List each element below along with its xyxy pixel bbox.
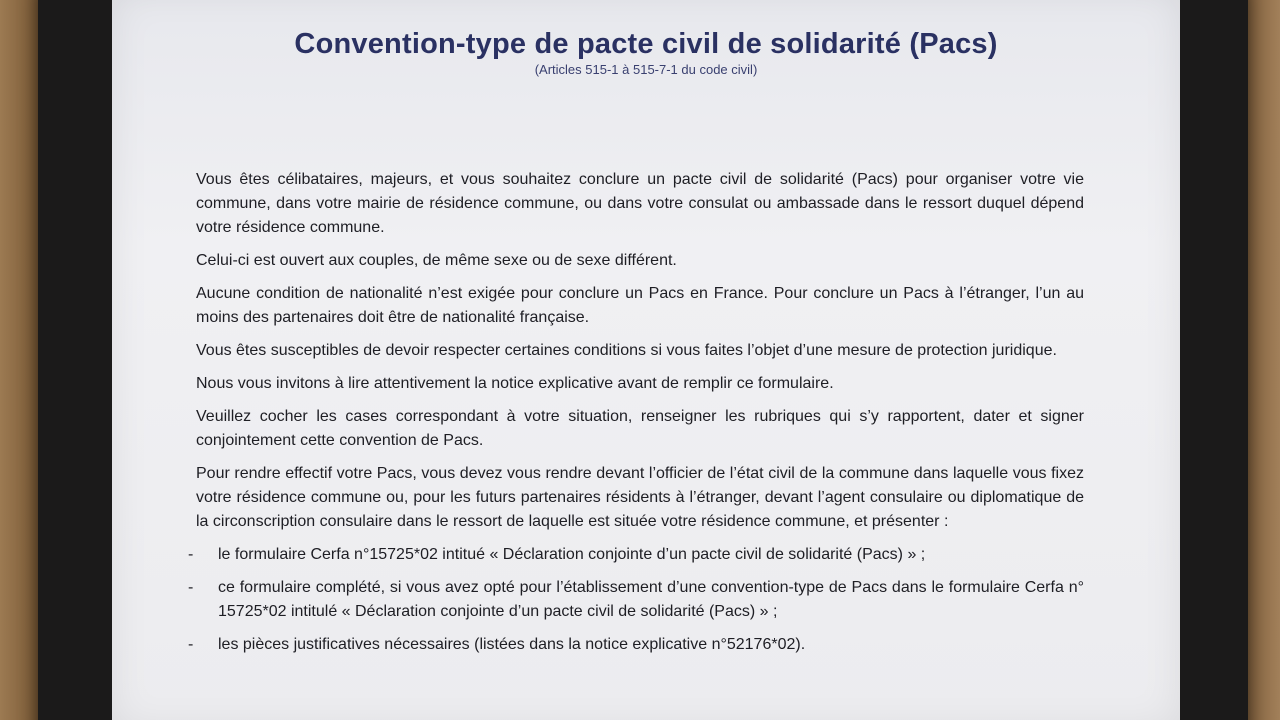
list-item — [190, 576, 1084, 624]
list-item — [190, 543, 1084, 567]
bullet-dash: - — [188, 636, 194, 653]
document-page — [112, 0, 1180, 720]
bullet-dash: - — [188, 546, 194, 563]
paragraph: Aucune condition de nationalité n’est exigée pour conclure un Pacs en France. Pour conclure un Pacs à l’étranger, l’un au moins des partenaires doit être de nationalité française. — [196, 285, 1084, 326]
list-item-text: ce formulaire complété, si vous avez opté pour l’établissement d’une convention-type de Pacs dans le formulaire Cerfa n° 15725*02 intitulé « Déclaration conjointe d’un pacte civil de solidarité (Pacs) » ; — [218, 579, 1084, 620]
document-title: Convention-type de pacte civil de solidarité (Pacs) — [294, 28, 998, 60]
list-item — [190, 633, 1084, 657]
required-documents-list — [188, 543, 1084, 657]
paragraph: Veuillez cocher les cases correspondant à votre situation, renseigner les rubriques qui s’y rapportent, dater et signer conjointement cette convention de Pacs. — [196, 408, 1084, 449]
paragraph: Celui-ci est ouvert aux couples, de même sexe ou de sexe différent. — [196, 252, 677, 269]
paragraph: Vous êtes susceptibles de devoir respecter certaines conditions si vous faites l’objet d’une mesure de protection juridique. — [196, 342, 1057, 359]
list-item-text: les pièces justificatives nécessaires (listées dans la notice explicative n°52176*02). — [218, 636, 806, 653]
list-item-text: le formulaire Cerfa n°15725*02 intitué « Déclaration conjointe d’un pacte civil de solidarité (Pacs) » ; — [218, 546, 926, 563]
document-body — [188, 168, 1084, 666]
paragraph: Pour rendre effectif votre Pacs, vous devez vous rendre devant l’officier de l’état civil de la commune dans laquelle vous fixez votre résidence commune ou, pour les futurs partenaires résidents à l’étranger, devant l’agent consulaire ou diplomatique de la circonscription consulaire dans le ressort de laquelle est située votre résidence commune, et présenter : — [196, 465, 1084, 530]
bullet-dash: - — [188, 579, 194, 596]
paragraph: Vous êtes célibataires, majeurs, et vous souhaitez conclure un pacte civil de solidarité (Pacs) pour organiser votre vie commune, dans votre mairie de résidence commune, ou dans votre consulat ou ambassade dans le ressort duquel dépend votre résidence commune. — [196, 171, 1084, 236]
document-subtitle: (Articles 515-1 à 515-7-1 du code civil) — [534, 62, 758, 77]
paragraph: Nous vous invitons à lire attentivement la notice explicative avant de remplir ce formulaire. — [196, 375, 834, 392]
